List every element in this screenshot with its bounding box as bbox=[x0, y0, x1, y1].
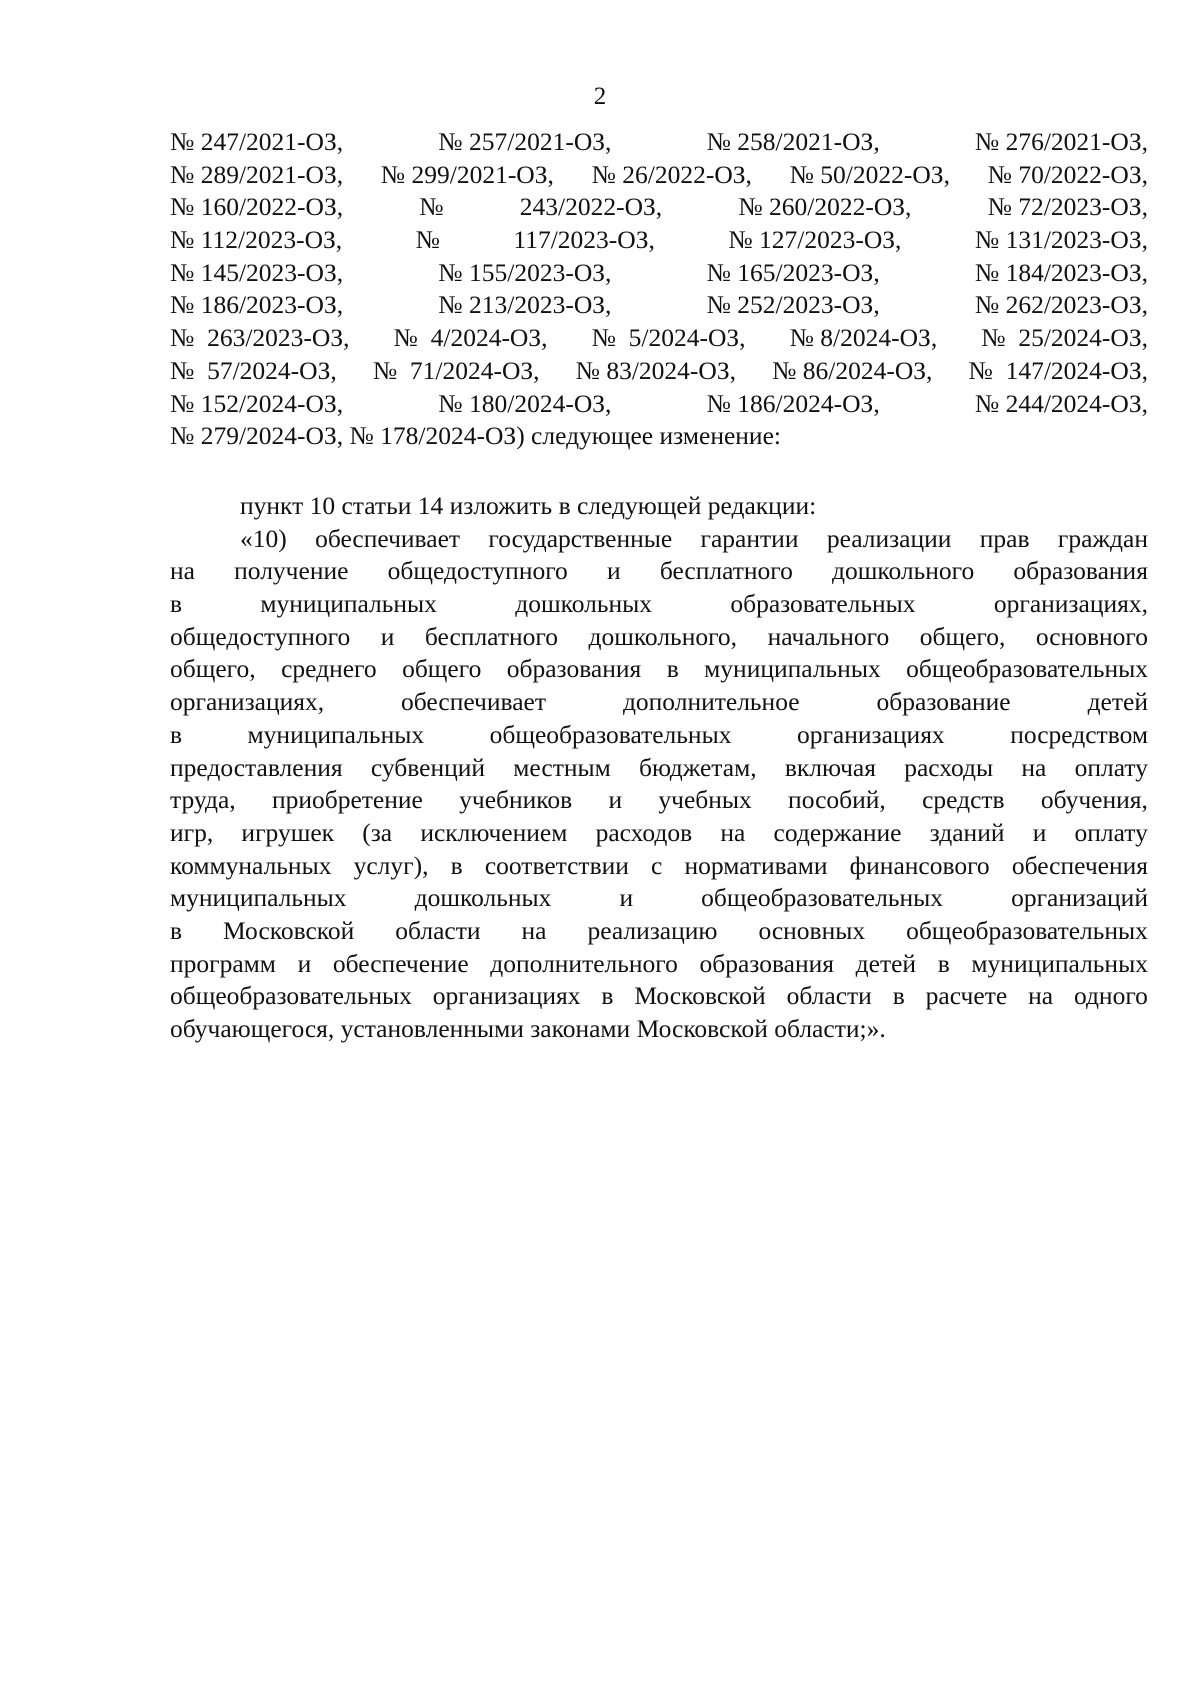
text-line bbox=[170, 388, 1148, 421]
text-token: в bbox=[170, 915, 183, 945]
text-token: государственные bbox=[488, 523, 673, 553]
text-token: № 160/2022-ОЗ, bbox=[170, 192, 344, 222]
text-line bbox=[170, 915, 1148, 948]
text-token: № 8/2024-ОЗ, bbox=[789, 323, 938, 353]
text-token: № 72/2023-ОЗ, bbox=[987, 192, 1148, 222]
text-token: учебных bbox=[658, 785, 752, 815]
text-token: общего, bbox=[170, 654, 256, 684]
text-token: реализации bbox=[826, 523, 952, 553]
text-token: № 213/2023-ОЗ, bbox=[438, 290, 612, 320]
text-token: № 112/2023-ОЗ, bbox=[170, 225, 343, 255]
text-token: и bbox=[297, 948, 312, 978]
text-token: услуг), bbox=[353, 850, 429, 880]
text-token: граждан bbox=[1057, 523, 1148, 553]
text-token: в bbox=[170, 719, 183, 749]
text-token: в bbox=[937, 948, 950, 978]
text-token: № 5/2024-ОЗ, bbox=[591, 323, 746, 353]
text-token: местным bbox=[513, 752, 611, 782]
text-token: № 262/2023-ОЗ, bbox=[974, 290, 1148, 320]
text-token: № 186/2024-ОЗ, bbox=[706, 388, 880, 418]
text-line bbox=[170, 653, 1148, 686]
text-token: приобретение bbox=[271, 785, 423, 815]
text-token: дошкольного, bbox=[588, 621, 738, 651]
text-token: организациях, bbox=[993, 589, 1148, 619]
text-token: образования bbox=[699, 948, 835, 978]
text-token: предоставления bbox=[170, 752, 343, 782]
text-token: посредством bbox=[1010, 719, 1148, 749]
text-line bbox=[170, 686, 1148, 719]
text-token: общего, bbox=[919, 621, 1006, 651]
text-token: № 131/2023-ОЗ, bbox=[974, 225, 1148, 255]
text-token: расходов bbox=[595, 817, 693, 847]
text-token: бесплатного bbox=[424, 621, 558, 651]
text-token: на bbox=[1028, 981, 1054, 1011]
text-token: субвенций bbox=[370, 752, 486, 782]
text-token: бесплатного bbox=[659, 556, 793, 586]
text-token: Московской bbox=[634, 981, 766, 1011]
text-line bbox=[170, 817, 1148, 850]
text-token: общего bbox=[402, 654, 482, 684]
amendment-instruction bbox=[170, 490, 1148, 523]
text-token: начального bbox=[767, 621, 890, 651]
text-line bbox=[170, 355, 1148, 388]
text-token: получение bbox=[234, 556, 349, 586]
text-token: организаций bbox=[1011, 883, 1148, 913]
text-line bbox=[170, 322, 1148, 355]
text-token: среднего bbox=[281, 654, 377, 684]
text-token: 117/2023-ОЗ, bbox=[513, 225, 655, 255]
text-token: в bbox=[892, 981, 905, 1011]
text-token: «10) bbox=[240, 523, 287, 553]
law-references-paragraph bbox=[170, 126, 1148, 453]
text-token: в bbox=[601, 981, 614, 1011]
text-token: № 50/2022-ОЗ, bbox=[789, 159, 950, 189]
law-references-lines bbox=[170, 126, 1148, 420]
text-token: учебников bbox=[459, 785, 573, 815]
text-token: обучения, bbox=[1040, 785, 1148, 815]
text-line bbox=[170, 784, 1148, 817]
text-token: № 147/2024-ОЗ, bbox=[968, 355, 1148, 385]
text-token: содержание bbox=[773, 817, 902, 847]
text-line bbox=[170, 224, 1148, 257]
text-token: № 70/2022-ОЗ, bbox=[987, 159, 1148, 189]
text-token: № 165/2023-ОЗ, bbox=[706, 257, 880, 287]
text-token: зданий bbox=[929, 817, 1005, 847]
text-token: дошкольных bbox=[414, 883, 552, 913]
law-references-last-line bbox=[170, 420, 1148, 453]
text-token: общеобразовательных bbox=[906, 915, 1148, 945]
text-token: в bbox=[666, 654, 679, 684]
text-token: общеобразовательных bbox=[170, 981, 412, 1011]
text-token: общеобразовательных bbox=[489, 719, 732, 749]
text-token: № 71/2024-ОЗ, bbox=[372, 355, 540, 385]
text-line: пункт 10 статьи 14 изложить в следующей редакции: bbox=[240, 491, 817, 520]
text-line bbox=[170, 191, 1148, 224]
text-token: исключением bbox=[420, 817, 568, 847]
text-token: дополнительного bbox=[490, 948, 678, 978]
page-number: 2 bbox=[593, 83, 607, 110]
text-token: бюджетам, bbox=[639, 752, 757, 782]
text-token: муниципальных bbox=[260, 589, 437, 619]
text-token: общедоступного bbox=[170, 621, 351, 651]
text-token: № 260/2022-ОЗ, bbox=[738, 192, 912, 222]
amendment-last-line bbox=[170, 1013, 1148, 1046]
text-token: № 57/2024-ОЗ, bbox=[170, 355, 337, 385]
text-token: расчете bbox=[925, 981, 1008, 1011]
text-token: № 244/2024-ОЗ, bbox=[974, 388, 1148, 418]
text-token: и bbox=[606, 556, 621, 586]
text-token: основного bbox=[1035, 621, 1148, 651]
text-token: основных bbox=[758, 915, 866, 945]
text-token: № 4/2024-ОЗ, bbox=[393, 323, 548, 353]
text-token: № 145/2023-ОЗ, bbox=[170, 257, 344, 287]
text-token: № 276/2021-ОЗ, bbox=[974, 127, 1148, 156]
text-token: № 247/2021-ОЗ, bbox=[170, 127, 344, 156]
text-token: финансового bbox=[849, 850, 990, 880]
text-token: области bbox=[395, 915, 481, 945]
text-token: № 152/2024-ОЗ, bbox=[170, 388, 344, 418]
text-token: дополнительное bbox=[622, 687, 800, 717]
text-line bbox=[170, 752, 1148, 785]
text-token: обеспечивает bbox=[401, 687, 546, 717]
text-token: и bbox=[619, 883, 634, 913]
text-token: и bbox=[380, 621, 395, 651]
text-token: образования bbox=[506, 654, 642, 684]
text-token: обеспечивает bbox=[315, 523, 461, 553]
text-token: № 186/2023-ОЗ, bbox=[170, 290, 344, 320]
text-token: в bbox=[450, 850, 463, 880]
text-token: № 184/2023-ОЗ, bbox=[974, 257, 1148, 287]
text-line bbox=[170, 719, 1148, 752]
text-token: реализацию bbox=[587, 915, 718, 945]
text-token: (за bbox=[362, 817, 393, 847]
text-token: организациях bbox=[796, 719, 945, 749]
text-token: игр, bbox=[170, 817, 214, 847]
text-token: на bbox=[521, 915, 547, 945]
text-token: № bbox=[419, 192, 444, 222]
text-line bbox=[170, 523, 1148, 556]
text-token: № 155/2023-ОЗ, bbox=[438, 257, 612, 287]
text-token: нормативами bbox=[684, 850, 828, 880]
text-token: № 25/2024-ОЗ, bbox=[981, 323, 1148, 353]
text-token: образования bbox=[1013, 556, 1148, 586]
text-token: оплату bbox=[1074, 752, 1148, 782]
text-token: образовательных bbox=[730, 589, 916, 619]
text-token: труда, bbox=[170, 785, 236, 815]
text-token: и bbox=[608, 785, 623, 815]
text-token: детей bbox=[855, 948, 917, 978]
text-token: Московской bbox=[223, 915, 355, 945]
text-token: общеобразовательных bbox=[701, 883, 944, 913]
text-token: соответствии bbox=[484, 850, 629, 880]
text-token: обеспечения bbox=[1011, 850, 1148, 880]
text-line bbox=[170, 555, 1148, 588]
text-token: № 180/2024-ОЗ, bbox=[438, 388, 612, 418]
text-token: общеобразовательных bbox=[906, 654, 1148, 684]
text-line bbox=[170, 948, 1148, 981]
text-line: № 279/2024-ОЗ, № 178/2024-ОЗ) следующее изменение: bbox=[170, 421, 781, 451]
text-token: гарантии bbox=[700, 523, 799, 553]
text-token: на bbox=[170, 556, 195, 586]
text-token: образование bbox=[876, 687, 1011, 717]
text-token: муниципальных bbox=[170, 883, 347, 913]
text-token: № bbox=[415, 225, 440, 255]
text-token: организациях bbox=[432, 981, 581, 1011]
text-token: № 257/2021-ОЗ, bbox=[438, 127, 612, 156]
text-token: на bbox=[720, 817, 746, 847]
text-token: № 263/2023-ОЗ, bbox=[170, 323, 350, 353]
text-token: муниципальных bbox=[971, 948, 1148, 978]
text-token: № 83/2024-ОЗ, bbox=[575, 355, 736, 385]
text-token: оплату bbox=[1074, 817, 1148, 847]
text-line bbox=[170, 257, 1148, 290]
text-token: дошкольных bbox=[515, 589, 653, 619]
text-token: коммунальных bbox=[170, 850, 332, 880]
text-token: и bbox=[1032, 817, 1047, 847]
text-token: с bbox=[651, 850, 663, 880]
text-line bbox=[170, 126, 1148, 159]
text-token: прав bbox=[979, 523, 1030, 553]
text-token: № 252/2023-ОЗ, bbox=[706, 290, 880, 320]
text-line bbox=[170, 588, 1148, 621]
text-token: игрушек bbox=[241, 817, 335, 847]
text-line bbox=[170, 159, 1148, 192]
text-token: области bbox=[786, 981, 872, 1011]
text-token: включая bbox=[784, 752, 876, 782]
text-line bbox=[170, 850, 1148, 883]
text-token: № 258/2021-ОЗ, bbox=[706, 127, 880, 156]
text-line bbox=[170, 882, 1148, 915]
text-token: № 26/2022-ОЗ, bbox=[591, 159, 752, 189]
text-line bbox=[170, 289, 1148, 322]
text-token: № 289/2021-ОЗ, bbox=[170, 159, 344, 189]
amendment-section bbox=[170, 490, 1148, 1046]
text-token: средств bbox=[922, 785, 1005, 815]
text-line bbox=[170, 980, 1148, 1013]
text-line bbox=[170, 621, 1148, 654]
text-token: одного bbox=[1073, 981, 1148, 1011]
text-token: обеспечение bbox=[332, 948, 469, 978]
text-token: пособий, bbox=[788, 785, 886, 815]
text-token: программ bbox=[170, 948, 276, 978]
text-token: на bbox=[1021, 752, 1047, 782]
text-token: дошкольного bbox=[832, 556, 975, 586]
text-token: в bbox=[170, 589, 183, 619]
text-token: общедоступного bbox=[387, 556, 568, 586]
text-token: № 86/2024-ОЗ, bbox=[772, 355, 933, 385]
amendment-text-lines bbox=[170, 523, 1148, 1013]
text-token: 243/2022-ОЗ, bbox=[519, 192, 663, 222]
text-token: организациях, bbox=[170, 687, 325, 717]
text-token: расходы bbox=[904, 752, 994, 782]
text-token: № 127/2023-ОЗ, bbox=[728, 225, 902, 255]
text-token: муниципальных bbox=[704, 654, 881, 684]
text-token: № 299/2021-ОЗ, bbox=[380, 159, 554, 189]
text-token: муниципальных bbox=[247, 719, 425, 749]
text-line: обучающегося, установленными законами Московской области;». bbox=[170, 1014, 886, 1043]
text-token: детей bbox=[1087, 687, 1148, 717]
